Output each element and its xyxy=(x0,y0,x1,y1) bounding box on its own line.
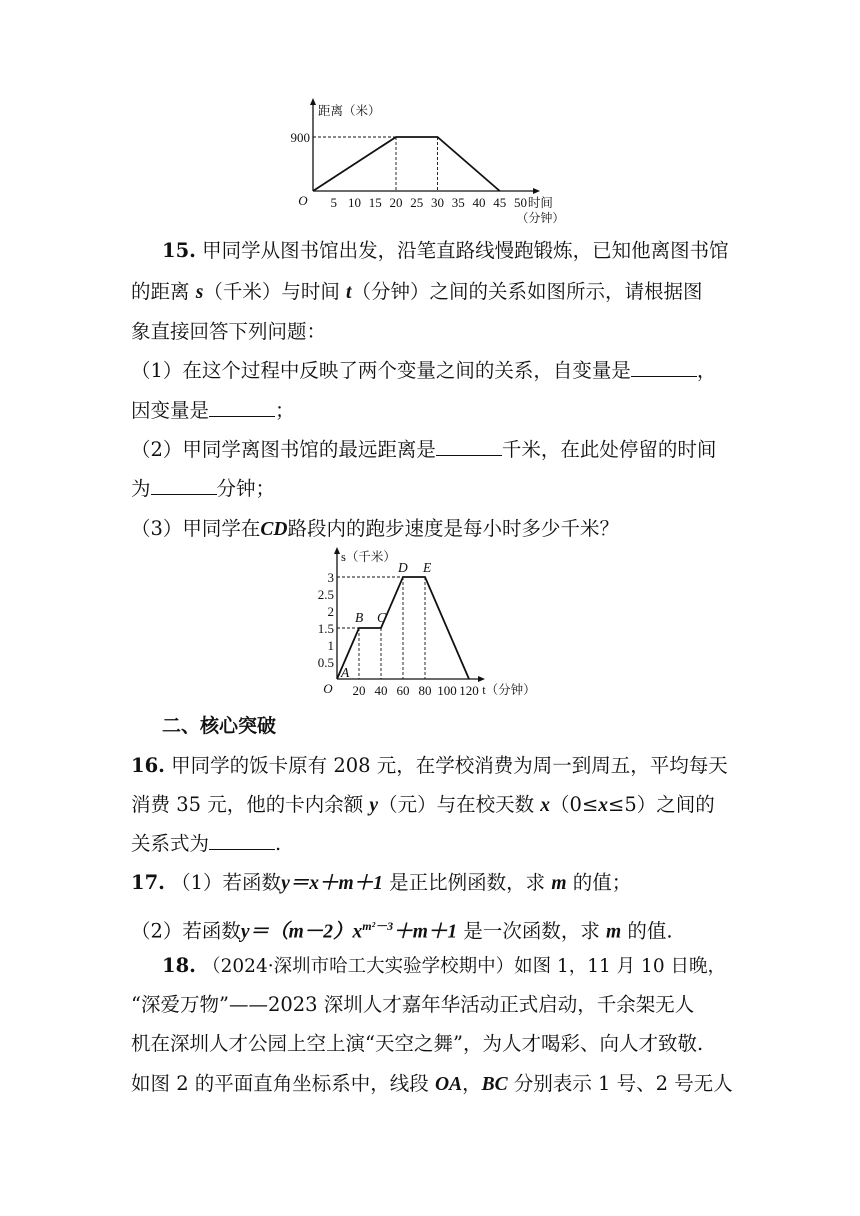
point-label-c: C xyxy=(377,610,387,625)
x-tick-label: 20 xyxy=(389,195,403,210)
q18-text-4a: 如图 2 的平面直角坐标系中，线段 xyxy=(131,1072,429,1095)
origin-label: O xyxy=(298,193,308,208)
segment-cd: CD xyxy=(260,519,288,540)
x-axis-label: t（分钟） xyxy=(482,683,536,697)
x-axis-label: 时间 xyxy=(527,196,553,210)
q15-text-1: 甲同学从图书馆出发，沿笔直路线慢跑锻炼，已知他离图书馆 xyxy=(202,239,729,262)
var-s: s xyxy=(195,282,204,303)
q15-text-2b: （千米）与时间 xyxy=(203,280,340,303)
q16-text-2d: ≤5）之间的 xyxy=(608,793,715,816)
q16-text-2a: 消费 35 元，他的卡内余额 xyxy=(131,793,364,816)
y-tick-label: 3 xyxy=(327,570,334,585)
x-tick-label: 80 xyxy=(418,683,432,698)
var-x: x xyxy=(540,795,551,816)
point-label-d: D xyxy=(398,560,408,575)
q15-part2 xyxy=(131,435,860,465)
segment-bc: BC xyxy=(481,1074,508,1095)
q16-period: . xyxy=(275,832,282,855)
q15-part2-text: （2）甲同学离图书馆的最远距离是 xyxy=(131,438,436,461)
point-label-b: B xyxy=(355,610,364,625)
q18-text-4e: 分别表示 1 号、2 号无人 xyxy=(513,1072,733,1095)
s-t-chart xyxy=(305,546,545,704)
var-y: y xyxy=(369,795,379,816)
origin-label: O xyxy=(323,681,333,696)
y-axis-label: 距离（米） xyxy=(318,104,381,118)
y-tick-label: 900 xyxy=(290,130,310,145)
var-m: m xyxy=(606,921,622,943)
q17-line2 xyxy=(131,911,860,948)
q17-text-1c: 的值； xyxy=(572,871,632,894)
x-tick-label: 10 xyxy=(348,195,361,210)
q18-text-4c: ， xyxy=(462,1072,482,1095)
x-tick-label: 5 xyxy=(330,195,337,210)
q15-part1 xyxy=(131,356,860,386)
q15-part3-text: （3）甲同学在 xyxy=(131,517,261,540)
point-label-e: E xyxy=(423,560,432,575)
q15-part1-cont xyxy=(131,396,860,426)
x-tick-label: 15 xyxy=(368,195,382,210)
q17-number: 17. xyxy=(131,871,165,894)
q18-number: 18. xyxy=(162,954,196,977)
q16-number: 16. xyxy=(131,754,165,777)
q15-part2-text4: 分钟； xyxy=(216,477,276,500)
q17-exponent: m²－3 xyxy=(362,919,394,933)
x-tick-label: 50 xyxy=(514,195,527,210)
segment-oa: OA xyxy=(435,1074,463,1095)
y-tick-label: 0.5 xyxy=(317,655,334,670)
q18-line3 xyxy=(131,1029,860,1059)
x-tick-label: 25 xyxy=(410,195,424,210)
q15-part3-text2: 路段内的跑步速度是每小时多少千米？ xyxy=(287,517,620,540)
q15-line1 xyxy=(162,236,860,266)
y-tick-label: 1 xyxy=(327,638,334,653)
q16-text-2c: （0≤ xyxy=(550,793,599,816)
y-tick-label: 2.5 xyxy=(317,587,334,602)
q17-text-2a: （2）若函数 xyxy=(131,919,241,943)
q15-part1-comma: ， xyxy=(696,359,717,382)
y-tick-label: 2 xyxy=(327,604,334,619)
q15-number: 15. xyxy=(162,239,196,262)
q15-part1-text2: 因变量是 xyxy=(131,399,210,422)
x-tick-label: 100 xyxy=(437,683,457,698)
q17-formula-1: y＝x＋m＋1 xyxy=(281,873,383,894)
y-axis-arrow xyxy=(334,547,340,554)
q15-part1-text: （1）在这个过程中反映了两个变量之间的关系，自变量是 xyxy=(131,359,631,382)
q16-text-2b: （元）与在校天数 xyxy=(378,793,535,816)
q18-text-3: 机在深圳人才公园上空上演“天空之舞”，为人才喝彩、向人才致敬. xyxy=(131,1032,704,1055)
q15-part2-text2: 千米，在此处停留的时间 xyxy=(501,438,717,461)
y-axis-arrow xyxy=(310,98,316,105)
q15-line2 xyxy=(131,277,860,308)
q15-text-2a: 的距离 xyxy=(131,280,190,303)
q16-text-3: 关系式为 xyxy=(131,832,210,855)
x-tick-label: 20 xyxy=(352,683,366,698)
q15-part2-text3: 为 xyxy=(131,477,151,500)
q17-text-1b: 是正比例函数，求 xyxy=(389,871,546,894)
var-t: t xyxy=(346,282,352,303)
q16-text-1: 甲同学的饭卡原有 208 元，在学校消费为周一到周五，平均每天 xyxy=(171,754,728,777)
q17-text-2c: 的值. xyxy=(627,919,673,943)
q16-line2 xyxy=(131,790,860,821)
q18-text-2: “深爱万物”——2023 深圳人才嘉年华活动正式启动，千余架无人 xyxy=(131,993,695,1016)
q17-line1 xyxy=(131,868,860,899)
var-m: m xyxy=(551,873,567,894)
x-tick-label: 60 xyxy=(396,683,410,698)
q17-formula-2a: y＝（m－2）x xyxy=(240,921,363,943)
x-tick-label: 120 xyxy=(459,683,479,698)
q18-line1 xyxy=(162,951,860,982)
var-x: x xyxy=(598,795,609,816)
q15-part3 xyxy=(131,514,860,545)
q18-line2 xyxy=(131,990,860,1020)
x-tick-label: 35 xyxy=(451,195,465,210)
answer-blank[interactable] xyxy=(209,398,275,417)
q15-line3 xyxy=(131,317,860,347)
q15-text-2c: （分钟）之间的关系如图所示，请根据图 xyxy=(351,280,703,303)
q15-part1-semicolon: ； xyxy=(275,399,295,422)
x-axis-arrow xyxy=(533,188,540,194)
answer-blank[interactable] xyxy=(209,831,275,850)
x-tick-label: 30 xyxy=(431,195,444,210)
point-label-a: A xyxy=(341,665,350,680)
q18-line4 xyxy=(131,1069,860,1100)
q16-line1 xyxy=(131,751,860,781)
x-axis-arrow xyxy=(478,676,485,682)
q16-line3 xyxy=(131,829,860,859)
x-tick-label: 40 xyxy=(374,683,388,698)
answer-blank[interactable] xyxy=(436,437,502,456)
q17-text-2b: 是一次函数，求 xyxy=(463,919,600,943)
answer-blank[interactable] xyxy=(631,358,697,377)
distance-time-chart xyxy=(290,98,580,228)
section-heading: 二、核心突破 xyxy=(162,715,277,737)
x-tick-label: 40 xyxy=(472,195,486,210)
y-axis-label: s（千米） xyxy=(341,550,396,564)
q17-text-1a: （1）若函数 xyxy=(171,871,282,894)
q17-formula-2b: ＋m＋1 xyxy=(393,921,458,943)
y-tick-label: 1.5 xyxy=(317,621,334,636)
q18-text-1: （2024·深圳市哈工大实验学校期中）如图 1，11 月 10 日晚， xyxy=(202,956,726,977)
q15-part2-cont xyxy=(131,474,860,504)
x-axis-unit: （分钟） xyxy=(516,211,565,225)
series-line xyxy=(313,137,500,191)
q15-text-3: 象直接回答下列问题： xyxy=(131,320,327,343)
answer-blank[interactable] xyxy=(151,476,217,495)
x-tick-label: 45 xyxy=(493,195,507,210)
